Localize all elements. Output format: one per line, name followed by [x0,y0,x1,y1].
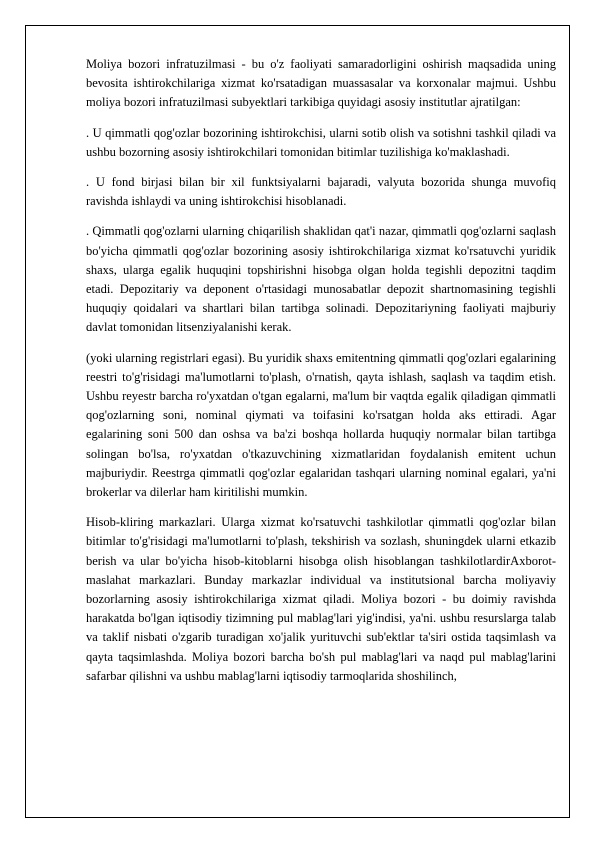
paragraph-currency-exchange: . U fond birjasi bilan bir xil funktsiyalarni bajaradi, valyuta bozorida shunga muvofiq ravishda ishlaydi va uning ishtirokchisi hisoblanadi. [86,175,556,209]
paragraph-stock-exchange: . U qimmatli qog'ozlar bozorining ishtirokchisi, ularni sotib olish va sotishni tashkil qiladi va ushbu bozorning asosiy ishtirokchilari tomonidan bitimlar tuzilishiga ko'maklashadi. [86,125,556,159]
paragraph-clearing-centers: Hisob-kliring markazlari. Ularga xizmat ko'rsatuvchi tashkilotlar qimmatli qog'ozlar bilan bitimlar to'g'risidagi ma'lumotlarni to'plash, tekshirish va sozlash, shuningdek ularni etkazib berish va ular bo'yicha hisob-kitoblarni hisobga olish hisoblangan tashkilotlardirAxborot-maslahat markazlari. Bunday markazlar individual va institutsional barcha moliyaviy bozorlarning asosiy ishtirokchilariga xizmat qiladi. Moliya bozori - bu doimiy ravishda harakatda bo'lgan iqtisodiy tizimning pul mablag'lari yig'indisi, ya'ni. ushbu resurslarga talab va taklif nisbati o'zgarib turadigan xo'jalik yurituvchi sub'ektlar ta'siri ostida taqsimlash va qayta taqsimlashda. Moliya bozori barcha bo'sh pul mablag'lari va naqd pul mablag'larini safarbar qilishni va ushbu mablag'larni iqtisodiy tarmoqlarida shoshilinch, [86,515,556,683]
paragraph-registrar: (yoki ularning registrlari egasi). Bu yuridik shaxs emitentning qimmatli qog'ozlari egalarining reestri to'g'risidagi ma'lumotlarni to'plash, o'rnatish, qayta ishlash, saqlash va taqdim etish. Ushbu reyestr barcha ro'yxatdan o'tgan egalarni, ma'lum bir vaqtda egalik qiladigan qimmatli qog'ozlarning soni, nominal qiymati va toifasini ko'rsatgan holda aks ettiradi. Agar egalarining soni 500 dan oshsa va ba'zi boshqa hollarda huquqiy normalar bilan tartibga solingan bo'lsa, ro'yxatdan o'tkazuvchining xizmatlaridan foydalanish emitent uchun majburiydir. Reestrga qimmatli qog'ozlar egalaridan tashqari ularning nominal egalari, ya'ni brokerlar va dilerlar ham kiritilishi mumkin. [86,350,556,500]
paragraph-depository: . Qimmatli qog'ozlarni ularning chiqarilish shaklidan qat'i nazar, qimmatli qog'ozlarni saqlash bo'yicha qimmatli qog'ozlar bozorining asosiy ishtirokchilariga xizmat ko'rsatuvchi yuridik shaxs, ularga egalik huquqini topshirishni hisobga olgan holda tegishli depozitni taqdim etadi. Depozitariy va deponent o'rtasidagi munosabatlar depozit shartnomasining tegishli huquqiy qoidalari va shartlari bilan tartibga solinadi. Depozitariyning faoliyati majburiy davlat tomonidan litsenziyalanishi kerak. [86,224,556,335]
document-body [86,55,556,697]
paragraph-intro: Moliya bozori infratuzilmasi - bu o'z faoliyati samaradorligini oshirish maqsadida uning bevosita ishtirokchilariga xizmat ko'rsatadigan muassasalar va korxonalar majmui. Ushbu moliya bozori infratuzilmasi subyektlari tarkibiga quyidagi asosiy institutlar ajratilgan: [86,57,556,110]
